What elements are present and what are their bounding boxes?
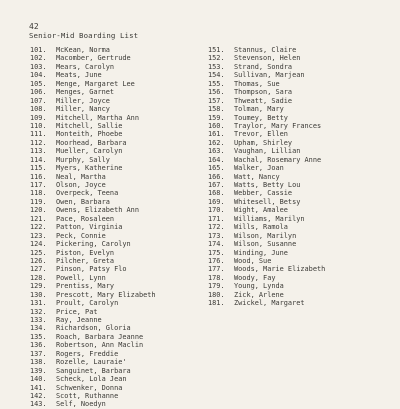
entry-number: 115. <box>30 164 47 173</box>
entry-number: 135. <box>30 332 47 341</box>
list-entry <box>30 173 156 181</box>
entry-name: Price, Pat <box>56 307 98 316</box>
entry-name: Strand, Sondra <box>234 62 293 71</box>
list-entry <box>208 130 325 138</box>
list-entry <box>208 63 325 71</box>
entry-name: Prescott, Mary Elizabeth <box>56 290 156 299</box>
entry-name: Murphy, Sally <box>56 155 110 164</box>
list-entry <box>30 282 156 290</box>
list-entry <box>30 358 156 366</box>
list-entry <box>208 173 325 181</box>
list-entry <box>30 215 156 223</box>
list-entry <box>30 308 156 316</box>
entry-number: 153. <box>208 62 225 71</box>
entry-number: 108. <box>30 105 47 114</box>
list-entry <box>30 198 156 206</box>
entry-name: Wills, Ramola <box>234 223 288 232</box>
entry-number: 125. <box>30 248 47 257</box>
entry-name: Overpeck, Teena <box>56 189 119 198</box>
entry-number: 123. <box>30 231 47 240</box>
entry-number: 121. <box>30 214 47 223</box>
entry-number: 103. <box>30 62 47 71</box>
list-entry <box>30 206 156 214</box>
entry-number: 140. <box>30 375 47 384</box>
entry-name: Toumey, Betty <box>234 113 288 122</box>
entry-name: Rozelle, Lauraie' <box>56 358 127 367</box>
entry-number: 128. <box>30 273 47 282</box>
entry-number: 126. <box>30 256 47 265</box>
entry-number: 172. <box>208 223 225 232</box>
entry-name: Traylor, Mary Frances <box>234 121 322 130</box>
entry-number: 143. <box>30 400 47 409</box>
entry-number: 138. <box>30 358 47 367</box>
entry-name: Mears, Carolyn <box>56 62 115 71</box>
entry-name: Wilson, Marilyn <box>234 231 297 240</box>
list-entry <box>208 215 325 223</box>
entry-name: Scheck, Lola Jean <box>56 375 127 384</box>
entry-name: Young, Lynda <box>234 282 284 291</box>
entry-name: Piston, Evelyn <box>56 248 115 257</box>
entry-name: Winding, June <box>234 248 288 257</box>
list-entry <box>30 97 156 105</box>
entry-number: 181. <box>208 299 225 308</box>
entry-name: Woody, Fay <box>234 273 276 282</box>
list-entry <box>208 156 325 164</box>
list-entry <box>208 257 325 265</box>
entry-number: 107. <box>30 96 47 105</box>
list-entry <box>208 147 325 155</box>
list-entry <box>208 80 325 88</box>
entry-number: 137. <box>30 349 47 358</box>
entry-name: Thomas, Sue <box>234 79 280 88</box>
entry-name: Peck, Connie <box>56 231 106 240</box>
entry-number: 101. <box>30 46 47 54</box>
entry-name: Trevor, Ellen <box>234 130 288 139</box>
entry-name: Mueller, Carolyn <box>56 147 123 156</box>
list-entry <box>30 139 156 147</box>
entry-number: 156. <box>208 88 225 97</box>
entry-number: 134. <box>30 324 47 333</box>
entry-number: 154. <box>208 71 225 80</box>
entry-number: 132. <box>30 307 47 316</box>
list-entry <box>30 400 156 408</box>
entry-number: 168. <box>208 189 225 198</box>
entry-number: 130. <box>30 290 47 299</box>
list-entry <box>30 147 156 155</box>
list-entry <box>30 114 156 122</box>
list-entry <box>208 189 325 197</box>
entry-name: Pinson, Patsy Flo <box>56 265 127 274</box>
left-name-column <box>30 46 156 409</box>
entry-name: Mitchell, Martha Ann <box>56 113 139 122</box>
entry-name: Vaughan, Lillian <box>234 147 301 156</box>
entry-number: 157. <box>208 96 225 105</box>
entry-number: 161. <box>208 130 225 139</box>
list-entry <box>208 223 325 231</box>
entry-name: Robertson, Ann Maclin <box>56 341 144 350</box>
entry-name: Thompson, Sara <box>234 88 293 97</box>
entry-number: 158. <box>208 105 225 114</box>
entry-number: 139. <box>30 366 47 375</box>
entry-name: Walker, Joan <box>234 164 284 173</box>
entry-number: 152. <box>208 54 225 63</box>
list-entry <box>30 223 156 231</box>
entry-name: Self, Noedyn <box>56 400 106 409</box>
list-entry <box>30 105 156 113</box>
entry-number: 174. <box>208 240 225 249</box>
entry-number: 118. <box>30 189 47 198</box>
entry-name: Meats, June <box>56 71 102 80</box>
entry-number: 163. <box>208 147 225 156</box>
entry-number: 176. <box>208 256 225 265</box>
entry-number: 159. <box>208 113 225 122</box>
entry-name: Owen, Barbara <box>56 197 110 206</box>
entry-name: Menges, Garnet <box>56 88 115 97</box>
list-entry <box>30 291 156 299</box>
entry-name: Miller, Joyce <box>56 96 110 105</box>
entry-name: Scott, Ruthanne <box>56 391 119 400</box>
entry-number: 110. <box>30 121 47 130</box>
entry-name: Moorhead, Barbara <box>56 138 127 147</box>
entry-number: 178. <box>208 273 225 282</box>
page-title: Senior-Mid Boarding List <box>29 31 139 40</box>
entry-number: 169. <box>208 197 225 206</box>
entry-number: 102. <box>30 54 47 63</box>
list-entry <box>30 130 156 138</box>
list-entry <box>30 257 156 265</box>
list-entry <box>208 105 325 113</box>
entry-name: Ray, Jeanne <box>56 316 102 324</box>
entry-name: Zick, Arlene <box>234 290 284 299</box>
list-entry <box>30 80 156 88</box>
list-entry <box>30 63 156 71</box>
list-entry <box>208 198 325 206</box>
entry-name: Neal, Martha <box>56 172 106 181</box>
entry-name: Owens, Elizabeth Ann <box>56 206 139 215</box>
list-entry <box>30 46 156 54</box>
list-entry <box>208 232 325 240</box>
entry-name: Wilson, Susanne <box>234 240 297 249</box>
list-entry <box>208 181 325 189</box>
entry-name: Wight, Amalee <box>234 206 288 215</box>
list-entry <box>208 114 325 122</box>
list-entry <box>30 333 156 341</box>
entry-number: 122. <box>30 223 47 232</box>
list-entry <box>30 249 156 257</box>
list-entry <box>208 139 325 147</box>
entry-number: 117. <box>30 181 47 189</box>
list-entry <box>30 122 156 130</box>
entry-name: Mitchell, Sallie <box>56 121 123 130</box>
entry-number: 131. <box>30 299 47 308</box>
list-entry <box>208 206 325 214</box>
entry-number: 112. <box>30 138 47 147</box>
entry-name: Menge, Margaret Lee <box>56 79 135 88</box>
list-entry <box>30 265 156 273</box>
entry-name: Rogers, Freddie <box>56 349 119 358</box>
entry-number: 104. <box>30 71 47 80</box>
list-entry <box>208 282 325 290</box>
entry-number: 127. <box>30 265 47 274</box>
entry-number: 155. <box>208 79 225 88</box>
entry-name: Monteith, Phoebe <box>56 130 123 139</box>
entry-name: Wood, Sue <box>234 256 272 265</box>
entry-name: Roach, Barbara Jeanne <box>56 332 144 341</box>
entry-number: 175. <box>208 248 225 257</box>
entry-name: Watt, Nancy <box>234 172 280 181</box>
entry-name: Schwenker, Donna <box>56 383 123 392</box>
entry-name: Pace, Rosaleen <box>56 214 115 223</box>
entry-name: Williams, Marilyn <box>234 214 305 223</box>
entry-number: 109. <box>30 113 47 122</box>
entry-name: Sanguinet, Barbara <box>56 366 131 375</box>
entry-name: Richardson, Gloria <box>56 324 131 333</box>
list-entry <box>208 71 325 79</box>
entry-number: 120. <box>30 206 47 215</box>
entry-name: Whitesell, Betsy <box>234 197 301 206</box>
list-entry <box>208 122 325 130</box>
entry-number: 119. <box>30 197 47 206</box>
entry-number: 124. <box>30 240 47 249</box>
entry-number: 142. <box>30 391 47 400</box>
entry-number: 162. <box>208 138 225 147</box>
list-entry <box>30 88 156 96</box>
entry-name: Olson, Joyce <box>56 181 106 189</box>
list-entry <box>30 274 156 282</box>
entry-number: 129. <box>30 282 47 291</box>
list-entry <box>208 46 325 54</box>
list-entry <box>208 299 325 307</box>
entry-name: Watts, Betty Lou <box>234 181 301 189</box>
list-entry <box>208 291 325 299</box>
entry-name: Wachal, Rosemary Anne <box>234 155 322 164</box>
list-entry <box>30 299 156 307</box>
list-entry <box>30 316 156 324</box>
list-entry <box>208 249 325 257</box>
entry-name: Myers, Katherine <box>56 164 123 173</box>
entry-name: Zwickel, Margaret <box>234 299 305 308</box>
entry-number: 173. <box>208 231 225 240</box>
list-entry <box>30 324 156 332</box>
entry-name: Thweatt, Sadie <box>234 96 293 105</box>
list-entry <box>30 156 156 164</box>
entry-name: Tolman, Mary <box>234 105 284 114</box>
list-entry <box>30 367 156 375</box>
right-name-column <box>208 46 325 308</box>
list-entry <box>208 240 325 248</box>
entry-number: 167. <box>208 181 225 189</box>
entry-name: Pilcher, Greta <box>56 256 115 265</box>
entry-name: Stannus, Claire <box>234 46 297 54</box>
list-entry <box>30 240 156 248</box>
entry-number: 179. <box>208 282 225 291</box>
entry-name: Stevenson, Helen <box>234 54 301 63</box>
entry-name: McKean, Norma <box>56 46 110 54</box>
entry-number: 113. <box>30 147 47 156</box>
list-entry <box>208 54 325 62</box>
entry-number: 111. <box>30 130 47 139</box>
list-entry <box>30 54 156 62</box>
entry-number: 151. <box>208 46 225 54</box>
entry-number: 141. <box>30 383 47 392</box>
entry-name: Miller, Nancy <box>56 105 110 114</box>
entry-number: 116. <box>30 172 47 181</box>
list-entry <box>30 392 156 400</box>
list-entry <box>30 341 156 349</box>
entry-name: Upham, Shirley <box>234 138 293 147</box>
list-entry <box>208 88 325 96</box>
entry-number: 133. <box>30 316 47 324</box>
entry-number: 136. <box>30 341 47 350</box>
entry-number: 166. <box>208 172 225 181</box>
list-entry <box>30 350 156 358</box>
list-entry <box>208 164 325 172</box>
list-entry <box>30 164 156 172</box>
entry-name: Sullivan, Marjean <box>234 71 305 80</box>
list-entry <box>30 384 156 392</box>
entry-name: Prentiss, Mary <box>56 282 115 291</box>
list-entry <box>30 375 156 383</box>
entry-number: 177. <box>208 265 225 274</box>
entry-number: 114. <box>30 155 47 164</box>
list-entry <box>30 181 156 189</box>
list-entry <box>208 265 325 273</box>
entry-name: Patton, Virginia <box>56 223 123 232</box>
list-entry <box>30 232 156 240</box>
page-number: 42 <box>29 22 39 31</box>
entry-name: Proult, Carolyn <box>56 299 119 308</box>
entry-number: 170. <box>208 206 225 215</box>
entry-name: Webber, Cassie <box>234 189 293 198</box>
entry-name: Woods, Marie Elizabeth <box>234 265 326 274</box>
entry-name: Powell, Lynn <box>56 273 106 282</box>
entry-number: 180. <box>208 290 225 299</box>
list-entry <box>208 97 325 105</box>
entry-number: 164. <box>208 155 225 164</box>
entry-name: Macomber, Gertrude <box>56 54 131 63</box>
entry-number: 105. <box>30 79 47 88</box>
entry-number: 165. <box>208 164 225 173</box>
entry-name: Pickering, Carolyn <box>56 240 131 249</box>
list-entry <box>208 274 325 282</box>
list-entry <box>30 71 156 79</box>
list-entry <box>30 189 156 197</box>
entry-number: 171. <box>208 214 225 223</box>
entry-number: 106. <box>30 88 47 97</box>
entry-number: 160. <box>208 121 225 130</box>
